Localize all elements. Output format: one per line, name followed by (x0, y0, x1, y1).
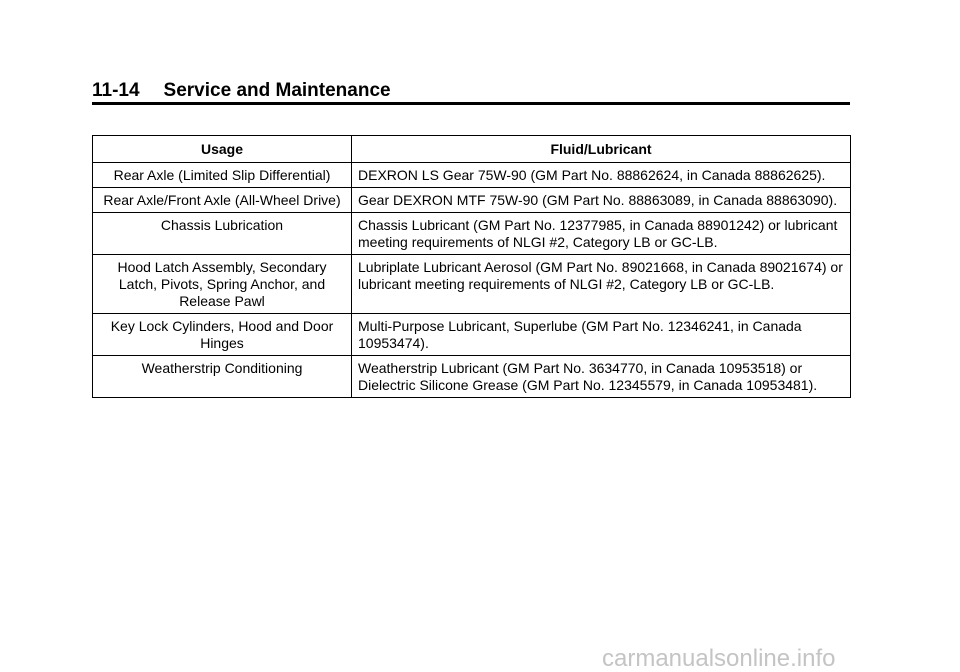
fluid-cell: DEXRON LS Gear 75W-90 (GM Part No. 88862624, in Canada 88862625). (352, 163, 851, 188)
table-row (93, 213, 851, 255)
fluid-cell: Weatherstrip Lubricant (GM Part No. 3634770, in Canada 10953518) or Dielectric Silicone Grease (GM Part No. 12345579, in Canada 10953481). (352, 356, 851, 398)
page-number: 11-14 (92, 80, 140, 101)
header-rule (92, 102, 850, 105)
usage-cell: Key Lock Cylinders, Hood and Door Hinges (93, 314, 352, 356)
fluid-cell: Gear DEXRON MTF 75W-90 (GM Part No. 88863089, in Canada 88863090). (352, 188, 851, 213)
section-title: Service and Maintenance (163, 80, 391, 101)
table-row (93, 255, 851, 314)
watermark-link[interactable]: carmanualsonline.info (602, 645, 836, 672)
fluids-lubricants-table (92, 135, 851, 398)
usage-cell: Rear Axle (Limited Slip Differential) (93, 163, 352, 188)
usage-cell: Rear Axle/Front Axle (All-Wheel Drive) (93, 188, 352, 213)
table-row (93, 314, 851, 356)
usage-cell: Hood Latch Assembly, Secondary Latch, Pivots, Spring Anchor, and Release Pawl (93, 255, 352, 314)
column-header-usage: Usage (93, 136, 352, 163)
usage-cell: Chassis Lubrication (93, 213, 352, 255)
usage-cell: Weatherstrip Conditioning (93, 356, 352, 398)
fluid-cell: Multi-Purpose Lubricant, Superlube (GM Part No. 12346241, in Canada 10953474). (352, 314, 851, 356)
column-header-fluid: Fluid/Lubricant (352, 136, 851, 163)
fluid-cell: Chassis Lubricant (GM Part No. 12377985, in Canada 88901242) or lubricant meeting requirements of NLGI #2, Category LB or GC-LB. (352, 213, 851, 255)
table-row (93, 163, 851, 188)
table-row (93, 188, 851, 213)
fluid-cell: Lubriplate Lubricant Aerosol (GM Part No. 89021668, in Canada 89021674) or lubricant meeting requirements of NLGI #2, Category LB or GC-LB. (352, 255, 851, 314)
table-header-row (93, 136, 851, 163)
table-row (93, 356, 851, 398)
